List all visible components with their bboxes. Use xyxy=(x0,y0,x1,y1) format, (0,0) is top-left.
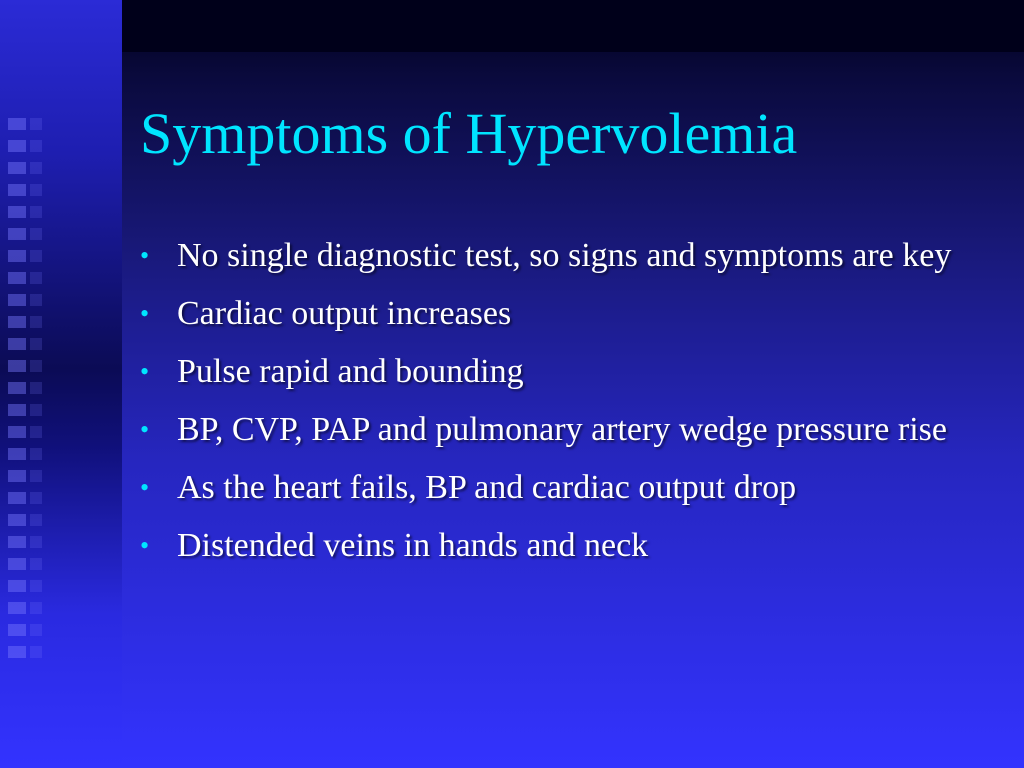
bullet-item xyxy=(140,406,1000,454)
bullet-text: Distended veins in hands and neck xyxy=(177,527,649,564)
bullet-icon: • xyxy=(140,473,150,502)
bullet-text: No single diagnostic test, so signs and symptoms are key xyxy=(177,237,952,274)
bullet-text: BP, CVP, PAP and pulmonary artery wedge pressure rise xyxy=(177,411,947,448)
bullet-icon: • xyxy=(140,299,150,328)
bullet-icon: • xyxy=(140,415,150,444)
decorative-squares-secondary xyxy=(30,118,42,658)
slide-content xyxy=(122,52,1024,768)
top-band xyxy=(122,0,1024,52)
bullet-text: Cardiac output increases xyxy=(177,295,512,332)
slide-title: Symptoms of Hypervolemia xyxy=(140,101,798,166)
left-decorative-strip xyxy=(0,0,122,768)
bullet-item xyxy=(140,290,1000,338)
bullet-icon: • xyxy=(140,531,150,560)
bullet-item xyxy=(140,348,1000,396)
bullet-list xyxy=(140,232,1000,580)
bullet-text: Pulse rapid and bounding xyxy=(177,353,524,390)
bullet-item xyxy=(140,464,1000,512)
bullet-icon: • xyxy=(140,241,150,270)
bullet-text: As the heart fails, BP and cardiac output drop xyxy=(177,469,797,506)
bullet-item xyxy=(140,232,1000,280)
bullet-icon: • xyxy=(140,357,150,386)
decorative-squares xyxy=(8,118,26,658)
bullet-item xyxy=(140,522,1000,570)
